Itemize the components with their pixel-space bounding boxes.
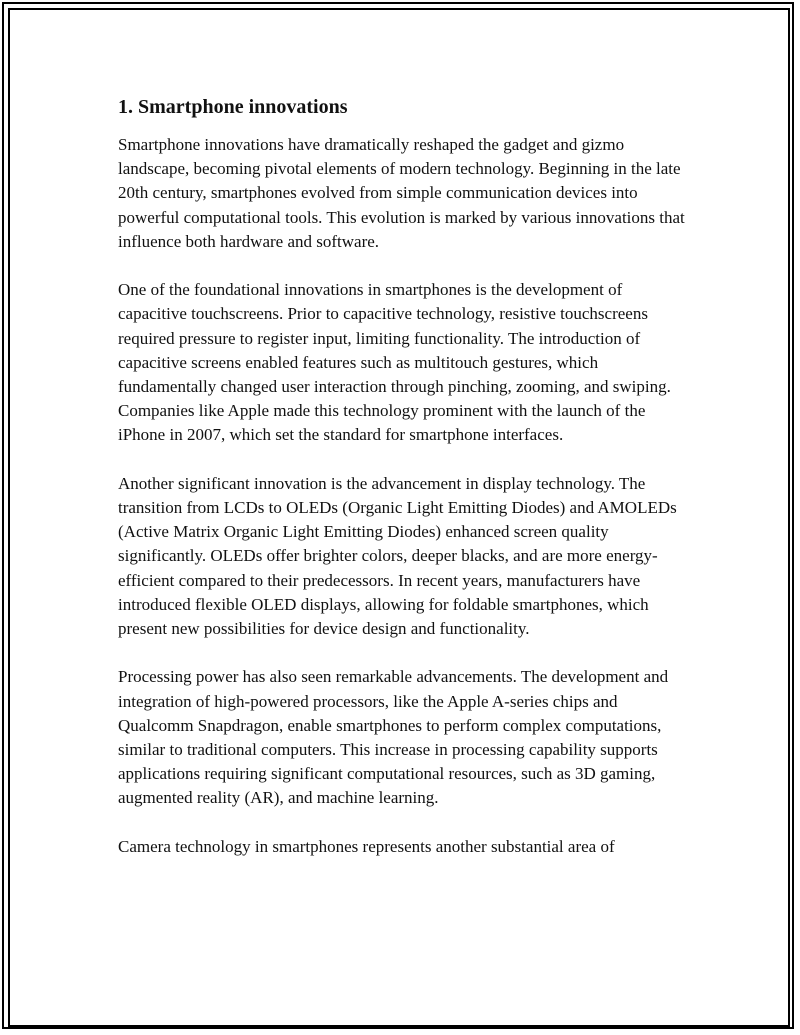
paragraph-touchscreens: One of the foundational innovations in smartphones is the development of capacitive touchscreens. Prior to capacitive technology, resistive touchscreens required pressure to register input, limiting functionality. The introduction of capacitive screens enabled features such as multitouch gestures, which fundamentally changed user interaction through pinching, zooming, and swiping. Companies like Apple made this technology prominent with the launch of the iPhone in 2007, which set the standard for smartphone interfaces. bbox=[118, 280, 671, 445]
paragraph-intro: Smartphone innovations have dramatically reshaped the gadget and gizmo landscape, becoming pivotal elements of modern technology. Beginning in the late 20th century, smartphones evolved from simple communication devices into powerful computational tools. This evolution is marked by various innovations that influence both hardware and software. bbox=[118, 135, 685, 251]
paragraph-processing: Processing power has also seen remarkable advancements. The development and integration of high-powered processors, like the Apple A-series chips and Qualcomm Snapdragon, enable smartphones to perform complex computations, similar to traditional computers. This increase in processing capability supports applications requiring significant computational resources, such as 3D gaming, augmented reality (AR), and machine learning. bbox=[118, 667, 669, 808]
paragraph-camera: Camera technology in smartphones represents another substantial area of bbox=[118, 836, 615, 856]
document-body bbox=[118, 93, 693, 883]
paragraph-display: Another significant innovation is the advancement in display technology. The transition from LCDs to OLEDs (Organic Light Emitting Diodes) and AMOLEDs (Active Matrix Organic Light Emitting Diodes) enhanced screen quality significantly. OLEDs offer brighter colors, deeper blacks, and are more energy-efficient compared to their predecessors. In recent years, manufacturers have introduced flexible OLED displays, allowing for foldable smartphones, which present new possibilities for device design and functionality. bbox=[118, 473, 677, 639]
section-heading: 1. Smartphone innovations bbox=[118, 96, 348, 118]
